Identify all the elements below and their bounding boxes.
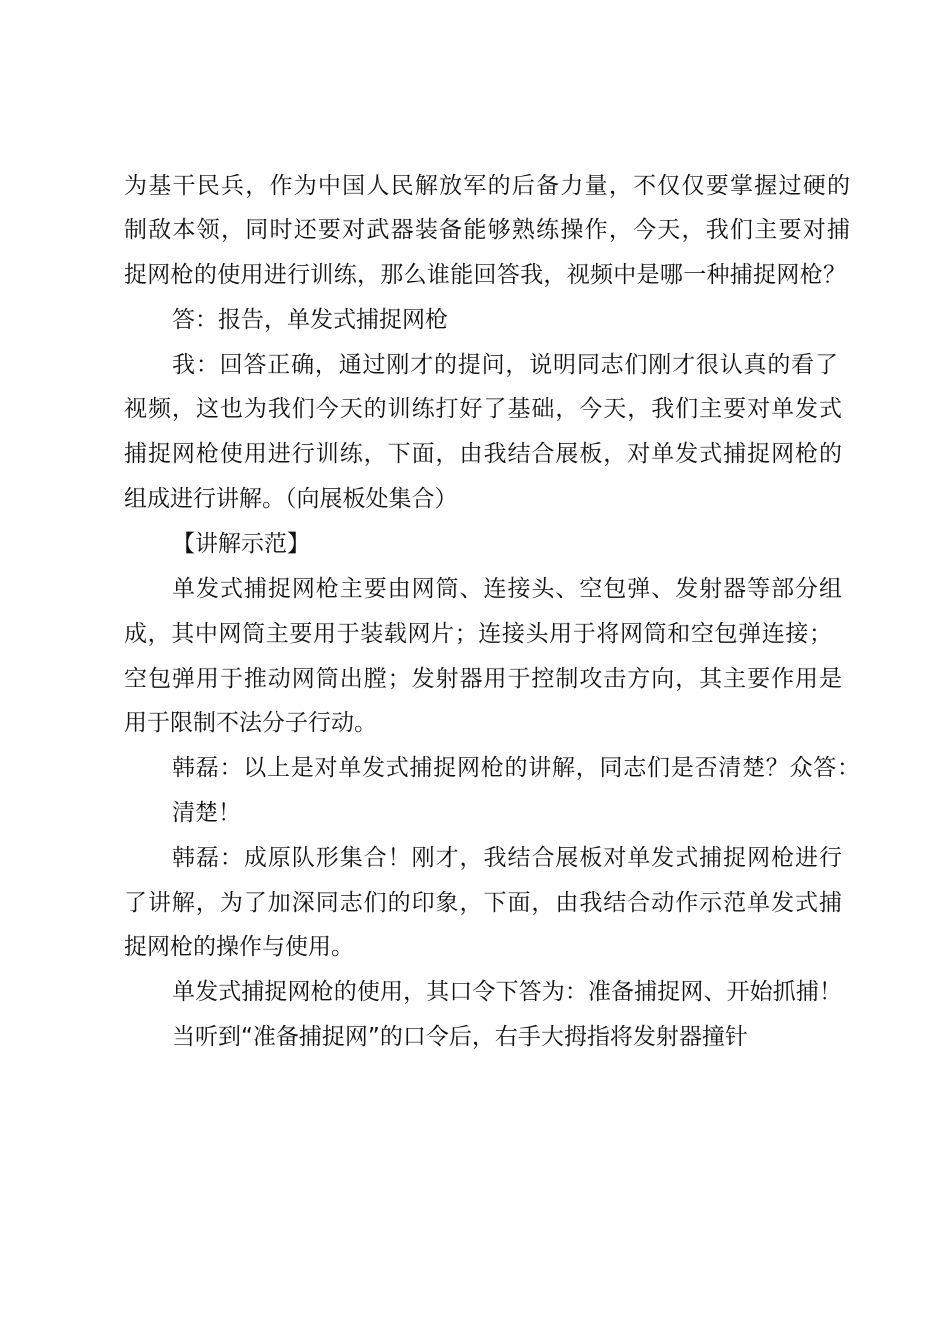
text-line: 为基干民兵，作为中国人民解放军的后备力量，不仅仅要掌握过硬的 — [124, 173, 850, 199]
text-line: 韩磊：成原队形集合！刚才，我结合展板对单发式捕捉网枪进行 — [172, 845, 842, 871]
text-line: 制敌本领，同时还要对武器装备能够熟练操作，今天，我们主要对捕 — [124, 217, 850, 243]
text-line: 单发式捕捉网枪的使用，其口令下答为：准备捕捉网、开始抓捕！ — [172, 979, 842, 1005]
text-line: 视频，这也为我们今天的训练打好了基础，今天，我们主要对单发式 — [124, 396, 842, 422]
text-line: 我：回答正确，通过刚才的提问，说明同志们刚才很认真的看了 — [172, 352, 838, 378]
text-line: 韩磊：以上是对单发式捕捉网枪的讲解，同志们是否清楚？众答： — [172, 755, 860, 781]
section-heading: 【讲解示范】 — [172, 531, 310, 557]
text-line: 清楚！ — [172, 800, 241, 826]
text-line: 单发式捕捉网枪主要由网筒、连接头、空包弹、发射器等部分组 — [172, 576, 842, 602]
text-line: 答：报告，单发式捕捉网枪 — [172, 307, 448, 333]
text-line: 捕捉网枪使用进行训练，下面，由我结合展板，对单发式捕捉网枪的 — [124, 441, 842, 467]
text-line: 捉网枪的使用进行训练，那么谁能回答我，视频中是哪一种捕捉网枪？ — [124, 262, 846, 288]
text-line: 当听到“准备捕捉网”的口令后，右手大拇指将发射器撞针 — [172, 1024, 748, 1050]
text-line: 成，其中网筒主要用于装载网片；连接头用于将网筒和空包弹连接； — [124, 621, 832, 647]
text-line: 空包弹用于推动网筒出膛；发射器用于控制攻击方向，其主要作用是 — [124, 666, 842, 692]
text-line: 组成进行讲解。（向展板处集合） — [124, 486, 458, 512]
text-line: 了讲解，为了加深同志们的印象，下面，由我结合动作示范单发式捕 — [124, 890, 842, 916]
text-line: 用于限制不法分子行动。 — [124, 710, 377, 736]
text-line: 捉网枪的操作与使用。 — [124, 934, 354, 960]
